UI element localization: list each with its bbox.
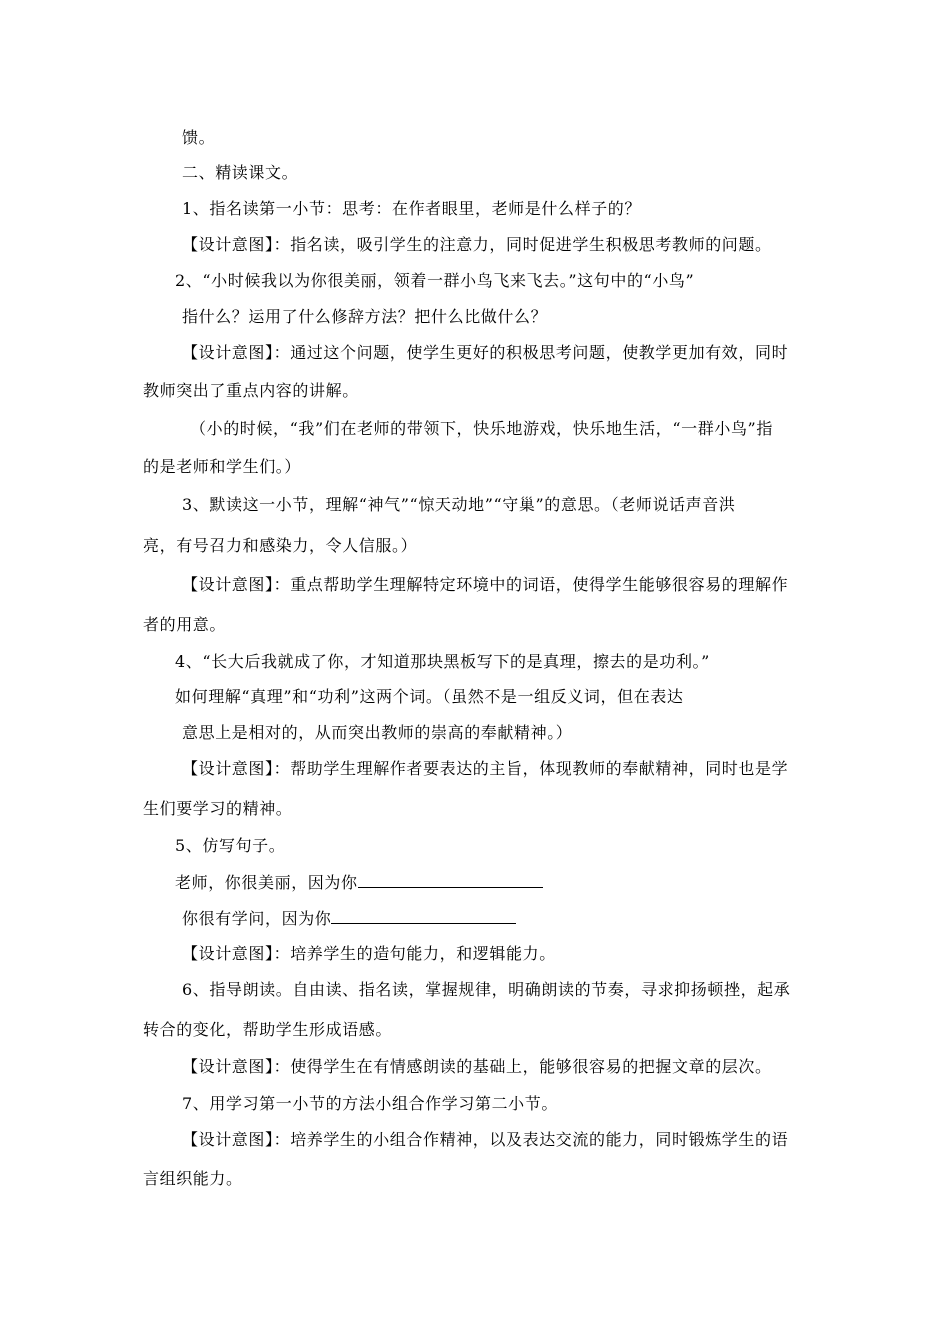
design-intent-line: 【设计意图】：指名读，吸引学生的注意力，同时促进学生积极思考教师的问题。 (182, 235, 772, 254)
text-line: （小的时候，“我”们在老师的带领下，快乐地游戏，快乐地生活，“一群小鸟”指 (190, 419, 773, 438)
text-line: 7、用学习第一小节的方法小组合作学习第二小节。 (182, 1094, 558, 1113)
design-intent-line: 【设计意图】：培养学生的小组合作精神，以及表达交流的能力，同时锻炼学生的语 (182, 1130, 789, 1149)
text-line: 者的用意。 (143, 615, 227, 634)
text-line: 馈。 (182, 128, 216, 147)
fill-in-prompt: 你很有学问，因为你 (182, 909, 332, 928)
text-line: 4、“长大后我就成了你，才知道那块黑板写下的是真理，擦去的是功利。” (175, 652, 710, 671)
text-line: 言组织能力。 (143, 1169, 243, 1188)
design-intent-line: 【设计意图】：通过这个问题，使学生更好的积极思考问题，使教学更加有效，同时 (182, 343, 789, 362)
fill-in-blank (358, 872, 543, 888)
design-intent-line: 【设计意图】：帮助学生理解作者要表达的主旨，体现教师的奉献精神，同时也是学 (182, 759, 789, 778)
design-intent-line: 【设计意图】：使得学生在有情感朗读的基础上，能够很容易的把握文章的层次。 (182, 1057, 772, 1076)
fill-in-line (175, 872, 543, 893)
text-line: 指什么？运用了什么修辞方法？把什么比做什么？ (182, 307, 548, 326)
text-line: 亮，有号召力和感染力，令人信服。） (143, 536, 418, 555)
text-line: 转合的变化，帮助学生形成语感。 (143, 1020, 393, 1039)
design-intent-line: 【设计意图】：重点帮助学生理解特定环境中的词语，使得学生能够很容易的理解作 (182, 575, 789, 594)
text-line: 2、“小时候我以为你很美丽，领着一群小鸟飞来飞去。”这句中的“小鸟” (175, 271, 695, 290)
text-line: 如何理解“真理”和“功利”这两个词。（虽然不是一组反义词，但在表达 (175, 687, 684, 706)
section-heading: 二、精读课文。 (182, 163, 299, 182)
text-line: 5、仿写句子。 (175, 836, 286, 855)
text-line: 意思上是相对的，从而突出教师的崇高的奉献精神。） (182, 723, 573, 742)
design-intent-line: 【设计意图】：培养学生的造句能力，和逻辑能力。 (182, 944, 556, 963)
text-line: 6、指导朗读。自由读、指名读，掌握规律，明确朗读的节奏，寻求抑扬顿挫，起承 (182, 980, 791, 999)
text-line: 教师突出了重点内容的讲解。 (143, 381, 359, 400)
text-line: 生们要学习的精神。 (143, 799, 293, 818)
fill-in-prompt: 老师，你很美丽，因为你 (175, 873, 358, 892)
fill-in-blank (331, 908, 516, 924)
text-line: 的是老师和学生们。） (143, 457, 302, 476)
fill-in-line (182, 908, 516, 929)
text-line: 3、默读这一小节，理解“神气”“惊天动地”“守巢”的意思。（老师说话声音洪 (182, 495, 736, 514)
text-line: 1、指名读第一小节：思考：在作者眼里，老师是什么样子的？ (182, 199, 641, 218)
